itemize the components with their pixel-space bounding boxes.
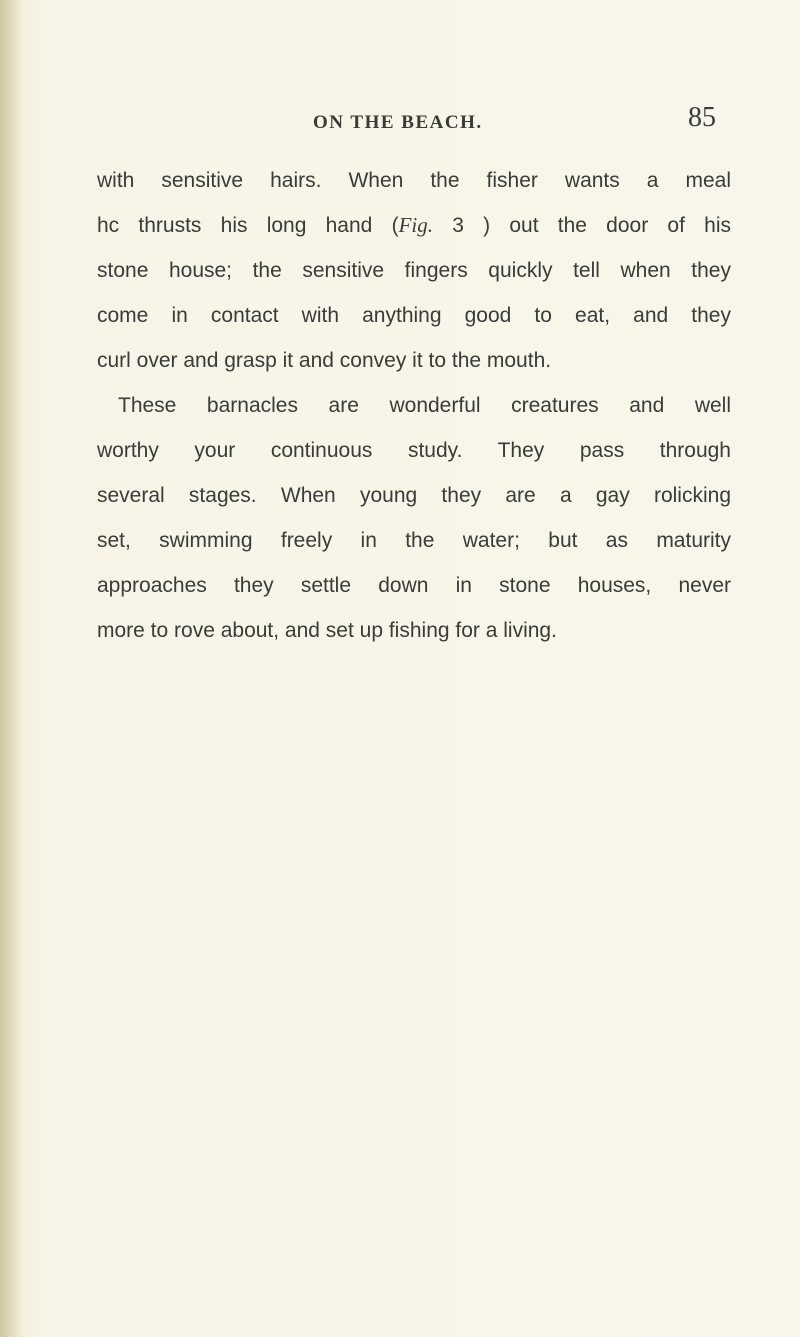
text-line: come in contact with anything good to eat, and they	[97, 304, 731, 327]
text-line: with sensitive hairs. When the fisher wants a meal	[97, 169, 731, 192]
text-line: set, swimming freely in the water; but as maturity	[97, 529, 731, 552]
text-line: These barnacles are wonderful creatures and well	[118, 394, 731, 417]
text-line: curl over and grasp it and convey it to the mouth.	[97, 349, 552, 372]
text-fragment: hc thrusts his long hand (	[97, 214, 399, 237]
text-line: worthy your continuous study. They pass through	[97, 439, 731, 462]
text-fragment: 3 ) out the door of his	[433, 214, 731, 237]
running-title: ON THE BEACH.	[313, 112, 483, 133]
text-line	[97, 203, 731, 248]
text-line: approaches they settle down in stone houses, never	[97, 574, 731, 597]
figure-reference: Fig.	[398, 213, 433, 237]
page-number: 85	[688, 102, 716, 133]
running-head	[0, 102, 800, 148]
text-line: more to rove about, and set up fishing for a living.	[97, 619, 557, 642]
page-spine-shadow	[0, 0, 22, 1337]
body-text	[97, 158, 731, 653]
text-line: stone house; the sensitive fingers quickly tell when they	[97, 259, 731, 282]
text-line: several stages. When young they are a gay rolicking	[97, 484, 731, 507]
